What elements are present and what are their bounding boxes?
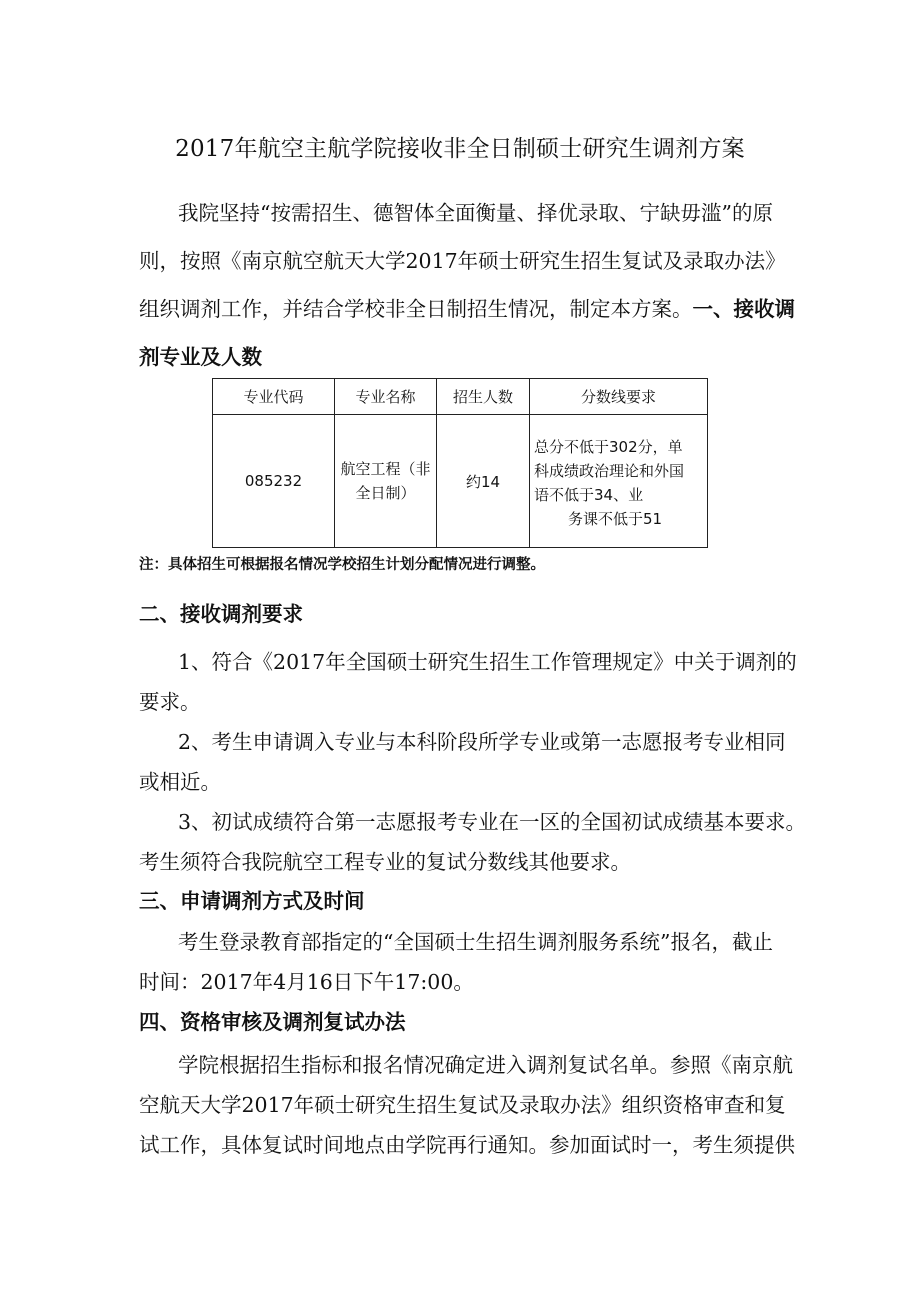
req-3-line-2: 考生须符合我院航空工程专业的复试分数线其他要求。	[139, 850, 631, 874]
intro-line-3	[139, 292, 795, 322]
table-cell-name: 航空工程（非 全日制）	[334, 414, 437, 548]
table-header-name: 专业名称	[334, 378, 437, 415]
review-line-3: 试工作，具体复试时间地点由学院再行通知。参加面试时一，考生须提供	[139, 1133, 795, 1157]
table-cell-count: 约14	[436, 414, 530, 548]
review-line-1: 学院根据招生指标和报名情况确定进入调剂复试名单。参照《南京航	[178, 1053, 793, 1077]
req-1-line-2: 要求。	[139, 690, 201, 714]
intro-line-2: 则，按照《南京航空航天大学2017年硕士研究生招生复试及录取办法》	[139, 249, 786, 273]
table-note: 注：具体招生可根据报名情况学校招生计划分配情况进行调整。	[139, 557, 545, 573]
req-1-line-1: 1、符合《2017年全国硕士研究生招生工作管理规定》中关于调剂的	[178, 650, 797, 674]
req-3-line-1: 3、初试成绩符合第一志愿报考专业在一区的全国初试成绩基本要求。	[178, 810, 807, 834]
section-1-heading-end: 剂专业及人数	[139, 345, 262, 369]
intro-line-3-text: 组织调剂工作，并结合学校非全日制招生情况，制定本方案。	[139, 297, 693, 321]
table-header-count: 招生人数	[436, 378, 530, 415]
apply-line-2: 时间：2017年4月16日下午17:00。	[139, 970, 474, 994]
document-title: 2017年航空主航学院接收非全日制硕士研究生调剂方案	[175, 136, 745, 162]
review-line-2: 空航天大学2017年硕士研究生招生复试及录取办法》组织资格审查和复	[139, 1093, 786, 1117]
section-3-heading: 三、申请调剂方式及时间	[139, 889, 365, 913]
apply-line-1: 考生登录教育部指定的“全国硕士生招生调剂服务系统”报名，截止	[178, 930, 773, 954]
req-2-line-2: 或相近。	[139, 770, 221, 794]
table-header-code: 专业代码	[212, 378, 335, 415]
table-cell-code: 085232	[212, 414, 335, 548]
section-1-heading-start: 一、接收调	[692, 297, 795, 321]
intro-line-1: 我院坚持“按需招生、德智体全面衡量、择优录取、宁缺毋滥”的原	[178, 201, 773, 225]
req-2-line-1: 2、考生申请调入专业与本科阶段所学专业或第一志愿报考专业相同	[178, 730, 786, 754]
section-4-heading: 四、资格审核及调剂复试办法	[139, 1010, 406, 1034]
table-cell-requirement: 总分不低于302分，单 科成绩政治理论和外国 语不低于34、业 务课不低于51	[529, 414, 708, 548]
table-header-requirement: 分数线要求	[529, 378, 708, 415]
section-2-heading: 二、接收调剂要求	[139, 602, 303, 626]
